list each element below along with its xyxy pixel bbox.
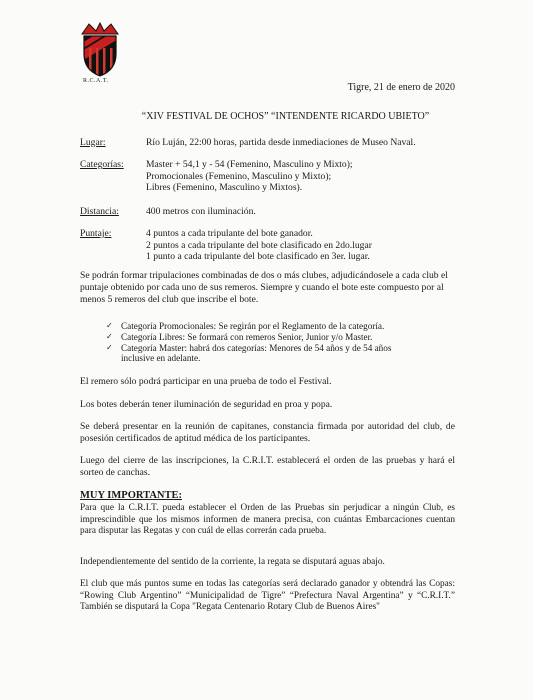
check-text: Categoría Libres: Se formará con remeros Senior, Junior y/o Master.	[121, 331, 373, 342]
paragraph-tripulaciones: Se podrán formar tripulaciones combinadas de dos o más clubes, adjudicándosele a cada club el puntaje obtenido por cada uno de sus remeros. Siempre y cuando el bote este compuesto por al menos 5 remeros del club que inscribe el bote.	[80, 270, 448, 305]
category-checklist	[106, 321, 426, 364]
lugar-value: Río Luján, 22:00 horas, partida desde inmediaciones de Museo Naval.	[146, 137, 416, 148]
puntaje-line: 2 puntos a cada tripulante del bote clasificado en 2do.lugar	[146, 239, 372, 251]
puntaje-line: 1 punto a cada tripulante del bote clasificado en 3er. lugar.	[146, 251, 370, 262]
distancia-label: Distancia:	[80, 206, 119, 217]
list-item	[106, 343, 426, 365]
paragraph-botes: Los botes deberán tener iluminación de seguridad en proa y popa.	[80, 399, 333, 410]
list-item	[106, 321, 426, 332]
list-item	[106, 332, 426, 343]
paragraph-capitanes: Se deberá presentar en la reunión de capitanes, constancia firmada por autoridad del club, de posesión certificados de aptitud médica de los participantes.	[80, 421, 455, 444]
logo-caption: R.C.A.T.	[83, 78, 109, 84]
club-crest-logo	[80, 22, 120, 78]
puntaje-label: Puntaje:	[80, 228, 112, 239]
categorias-line: Promocionales (Femenino, Masculino y Mixto);	[146, 170, 332, 182]
document-date: Tigre, 21 de enero de 2020	[347, 82, 455, 93]
checkmark-icon: ✓	[106, 321, 113, 330]
lugar-label: Lugar:	[80, 137, 106, 148]
paragraph-inscripciones: Luego del cierre de las inscripciones, la C.R.I.T. establecerá el orden de las pruebas y hará el sorteo de canchas.	[80, 455, 455, 478]
paragraph-corriente: Independientemente del sentido de la corriente, la regata se disputará aguas abajo.	[80, 557, 385, 567]
distancia-value: 400 metros con iluminación.	[146, 206, 256, 217]
document-title: “XIV FESTIVAL DE OCHOS” “INTENDENTE RICARDO UBIETO”	[141, 111, 430, 122]
categorias-line: Libres (Femenino, Masculino y Mixtos).	[146, 182, 303, 193]
puntaje-line: 4 puntos a cada tripulante del bote ganador.	[146, 228, 313, 239]
check-text: Categoría Master: habrá dos categorías: Menores de 54 años y de 54 años inclusive en adelante.	[121, 342, 392, 364]
check-text: Categoría Promocionales: Se regirán por el Reglamento de la categoría.	[121, 321, 385, 331]
section-heading-importante: MUY IMPORTANTE:	[80, 490, 182, 501]
checkmark-icon: ✓	[106, 342, 113, 352]
checkmark-icon: ✓	[106, 331, 113, 341]
categorias-line: Master + 54,1 y - 54 (Femenino, Masculino y Mixto);	[146, 159, 353, 170]
paragraph-copas: El club que más puntos sume en todas las categorías será declarado ganador y obtendrá las Copas: “Rowing Club Argentino” “Municipalidad de Tigre” “Prefectura Naval Argentina” y “C.R.I.T.” También se disputará la Copa "Regata Centenario Rotary Club de Buenos Aires"	[80, 579, 455, 613]
paragraph-remero: El remero sólo podrá participar en una prueba de todo el Festival.	[80, 376, 332, 387]
categorias-label: Categorías:	[80, 159, 124, 170]
paragraph-orden-pruebas: Para que la C.R.I.T. pueda establecer el Orden de las Pruebas sin perjudicar a ningún Club, es imprescindible que los mismos informen de manera precisa, con cuántas Embarcaciones cuentan para disputar las Regatas y con cuál de ellas correrán cada prueba.	[80, 503, 455, 537]
